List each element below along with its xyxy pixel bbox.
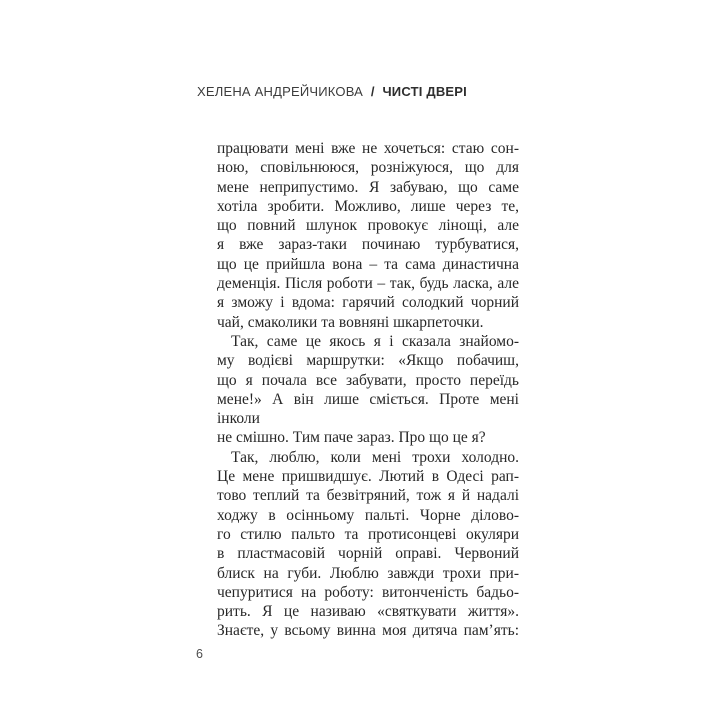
text-line: мене неприпустимо. Я забуваю, що саме [217, 178, 519, 196]
text-line: ходжу в осінньому пальті. Чорне ділово- [217, 506, 519, 524]
text-line: мене!» А він лише сміється. Проте мені інколи [217, 390, 519, 428]
text-line: ною, сповільнююся, розніжуюся, що для [217, 159, 519, 177]
text-line: блиск на губи. Люблю завжди трохи при- [217, 564, 519, 582]
text-line: що повний шлунок провокує лінощі, але [217, 217, 519, 235]
header-separator: / [370, 84, 375, 99]
text-line: Так, саме це якось я і сказала знайомо- [231, 332, 519, 350]
text-line: що це прийшла вона – та сама династична [217, 255, 519, 273]
running-header [197, 84, 467, 99]
text-line: му водієві маршрутки: «Якщо побачиш, [217, 352, 519, 370]
text-line: працювати мені вже не хочеться: стаю сон- [217, 140, 519, 157]
text-line: в пластмасовій чорній оправі. Червоний [217, 545, 519, 563]
text-line: тово теплий та безвітряний, тож я й надалі [217, 487, 519, 505]
text-line: рить. Я це називаю «святкувати життя». [217, 603, 519, 621]
author-name: ХЕЛЕНА АНДРЕЙЧИКОВА [197, 84, 364, 99]
text-line: Це мене пришвидшує. Лютий в Одесі рап- [217, 468, 519, 486]
paragraph [217, 332, 519, 448]
text-line: чай, смаколики та вовняні шкарпеточки. [217, 313, 484, 331]
text-line: Так, люблю, коли мені трохи холодно. [231, 448, 519, 466]
text-line: я вже зараз-таки починаю турбуватися, [217, 236, 519, 254]
page-number: 6 [196, 647, 203, 661]
text-line: я зможу і вдома: гарячий солодкий чорний [217, 294, 519, 312]
text-line: чепуритися на роботу: витонченість бадьо- [217, 583, 519, 601]
text-line: деменція. Після роботи – так, будь ласка, але [217, 275, 519, 293]
text-line: го стилю пальто та протисонцеві окуляри [217, 525, 519, 543]
body-text [217, 139, 519, 641]
paragraph [217, 448, 519, 641]
book-title: ЧИСТІ ДВЕРІ [382, 84, 467, 99]
text-line: не смішно. Тим паче зараз. Про що це я? [217, 429, 486, 447]
text-line: Знаєте, у всьому винна моя дитяча пам’ять: [217, 622, 519, 640]
text-line: що я почала все забувати, просто переїдь [217, 371, 519, 389]
text-line: хотіла зробити. Можливо, лише через те, [217, 197, 519, 215]
paragraph [217, 139, 519, 332]
